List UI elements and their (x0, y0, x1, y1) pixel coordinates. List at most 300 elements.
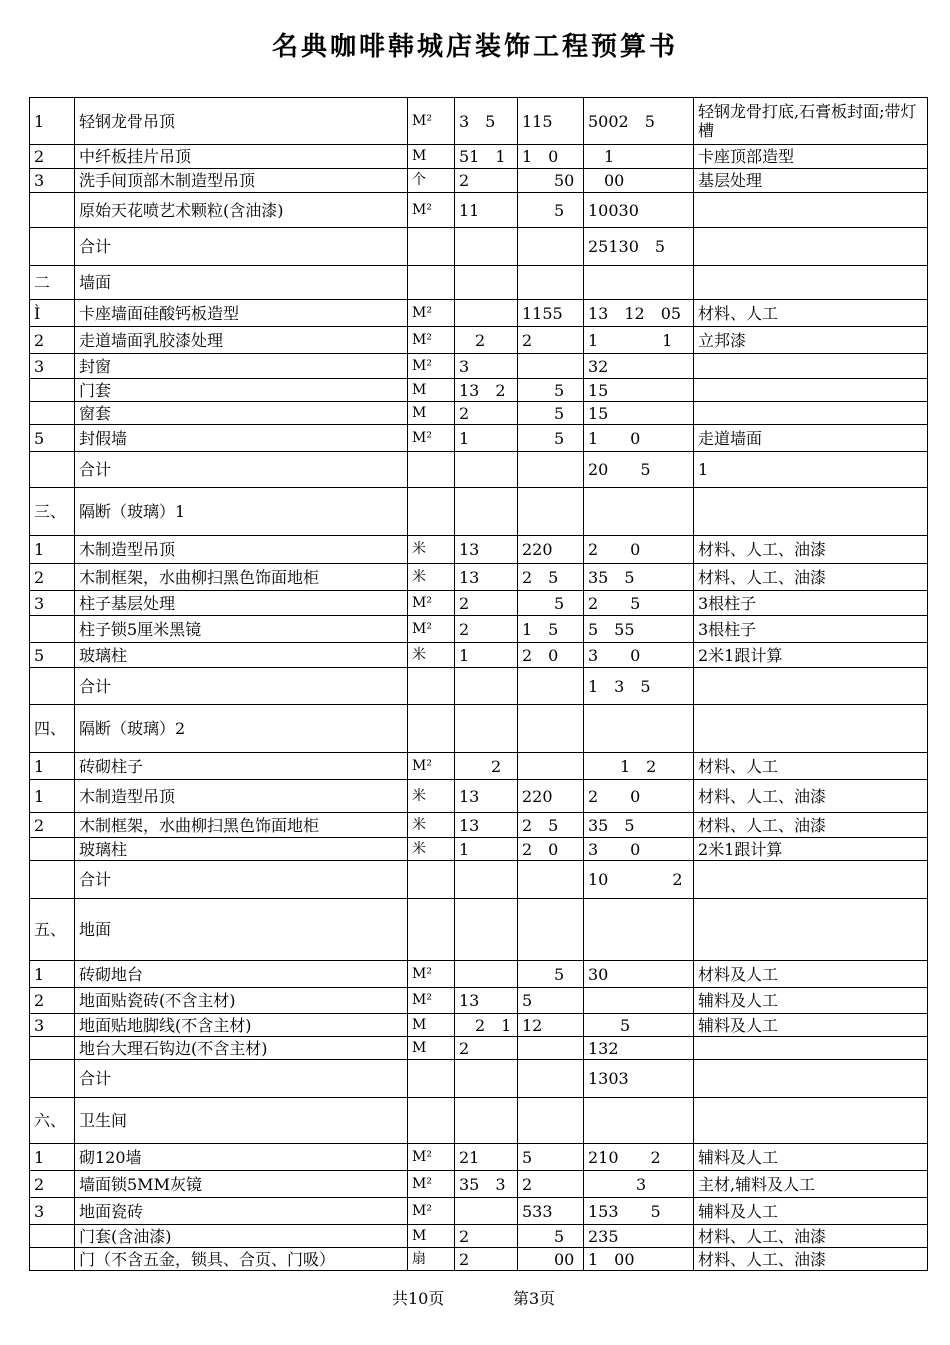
unit-price-cell (518, 266, 584, 300)
table-row (30, 861, 928, 899)
current-page-label: 第3页 (513, 1289, 556, 1308)
table-row (30, 1198, 928, 1225)
table-row (30, 1248, 928, 1271)
table-row (30, 266, 928, 300)
unit-cell: M² (408, 1144, 455, 1171)
item-name-cell: 中纤板挂片吊顶 (75, 145, 408, 169)
unit-cell: M² (408, 327, 455, 354)
table-row (30, 668, 928, 705)
note-cell (694, 1098, 928, 1144)
note-cell: 材料、人工、油漆 (694, 1248, 928, 1271)
table-row (30, 564, 928, 591)
table-row (30, 193, 928, 228)
amount-cell: 35 5 (584, 564, 694, 591)
quantity-cell: 2 (455, 591, 518, 616)
unit-price-cell: 5 (518, 402, 584, 425)
note-cell: 3根柱子 (694, 591, 928, 616)
unit-price-cell: 5 (518, 988, 584, 1014)
table-row (30, 228, 928, 266)
row-number-cell: 3 (30, 591, 75, 616)
quantity-cell: 2 1 (455, 1014, 518, 1037)
amount-cell: 3 (584, 1171, 694, 1198)
quantity-cell: 2 (455, 616, 518, 643)
quantity-cell (455, 899, 518, 961)
item-name-cell: 合计 (75, 228, 408, 266)
unit-price-cell (518, 861, 584, 899)
unit-price-cell: 1 5 (518, 616, 584, 643)
amount-cell: 15 (584, 379, 694, 402)
item-name-cell: 墙面锁5MM灰镜 (75, 1171, 408, 1198)
quantity-cell (455, 1060, 518, 1098)
unit-cell (408, 452, 455, 488)
table-row (30, 145, 928, 169)
item-name-cell: 合计 (75, 452, 408, 488)
amount-cell: 13 12 05 (584, 300, 694, 327)
unit-price-cell: 12 (518, 1014, 584, 1037)
row-number-cell (30, 668, 75, 705)
item-name-cell: 地面贴瓷砖(不含主材) (75, 988, 408, 1014)
amount-cell: 10 2 (584, 861, 694, 899)
quantity-cell: 2 (455, 169, 518, 193)
row-number-cell: 2 (30, 988, 75, 1014)
unit-cell (408, 228, 455, 266)
amount-cell: 1 1 (584, 327, 694, 354)
unit-price-cell: 5 (518, 961, 584, 988)
item-name-cell: 封假墙 (75, 425, 408, 452)
item-name-cell: 木制造型吊顶 (75, 536, 408, 564)
unit-cell: 米 (408, 643, 455, 668)
row-number-cell: Ì (30, 300, 75, 327)
table-row (30, 1171, 928, 1198)
table-row (30, 1014, 928, 1037)
note-cell (694, 266, 928, 300)
row-number-cell (30, 1248, 75, 1271)
item-name-cell: 墙面 (75, 266, 408, 300)
unit-cell (408, 668, 455, 705)
note-cell: 1 (694, 452, 928, 488)
amount-cell: 00 (584, 169, 694, 193)
row-number-cell: 1 (30, 98, 75, 145)
amount-cell: 210 2 (584, 1144, 694, 1171)
unit-cell: M² (408, 988, 455, 1014)
unit-price-cell (518, 488, 584, 536)
unit-price-cell: 5 (518, 591, 584, 616)
table-row (30, 813, 928, 838)
quantity-cell: 13 (455, 988, 518, 1014)
unit-cell: M² (408, 1198, 455, 1225)
table-row (30, 1060, 928, 1098)
unit-cell: M² (408, 98, 455, 145)
quantity-cell (455, 300, 518, 327)
row-number-cell: 5 (30, 425, 75, 452)
note-cell: 材料、人工 (694, 753, 928, 780)
unit-price-cell: 220 (518, 536, 584, 564)
row-number-cell: 2 (30, 327, 75, 354)
quantity-cell (455, 1098, 518, 1144)
note-cell (694, 861, 928, 899)
quantity-cell: 1 (455, 838, 518, 861)
item-name-cell: 地面贴地脚线(不含主材) (75, 1014, 408, 1037)
amount-cell: 10030 (584, 193, 694, 228)
item-name-cell: 木制框架，水曲柳扫黑色饰面地柜 (75, 813, 408, 838)
unit-price-cell: 1 0 (518, 145, 584, 169)
note-cell (694, 705, 928, 753)
item-name-cell: 玻璃柱 (75, 838, 408, 861)
quantity-cell: 2 (455, 1248, 518, 1271)
budget-table-body (30, 98, 928, 1271)
table-row (30, 300, 928, 327)
quantity-cell: 51 1 (455, 145, 518, 169)
item-name-cell: 卫生间 (75, 1098, 408, 1144)
row-number-cell: 五、 (30, 899, 75, 961)
note-cell: 材料、人工、油漆 (694, 780, 928, 813)
unit-cell (408, 488, 455, 536)
amount-cell (584, 1098, 694, 1144)
note-cell: 2米1跟计算 (694, 838, 928, 861)
unit-cell: M (408, 402, 455, 425)
note-cell: 辅料及人工 (694, 988, 928, 1014)
unit-cell: 米 (408, 838, 455, 861)
quantity-cell (455, 961, 518, 988)
amount-cell (584, 705, 694, 753)
table-row (30, 327, 928, 354)
unit-price-cell: 50 (518, 169, 584, 193)
note-cell (694, 193, 928, 228)
quantity-cell (455, 705, 518, 753)
row-number-cell (30, 452, 75, 488)
unit-cell (408, 705, 455, 753)
note-cell: 3根柱子 (694, 616, 928, 643)
table-row (30, 838, 928, 861)
quantity-cell: 2 (455, 1225, 518, 1248)
amount-cell: 2 0 (584, 536, 694, 564)
quantity-cell: 2 (455, 753, 518, 780)
unit-cell: M² (408, 1171, 455, 1198)
item-name-cell: 门套 (75, 379, 408, 402)
budget-table (29, 97, 928, 1271)
note-cell (694, 228, 928, 266)
note-cell: 材料、人工、油漆 (694, 564, 928, 591)
row-number-cell (30, 1037, 75, 1060)
row-number-cell: 3 (30, 1014, 75, 1037)
note-cell (694, 488, 928, 536)
note-cell: 立邦漆 (694, 327, 928, 354)
note-cell (694, 899, 928, 961)
unit-price-cell: 2 (518, 1171, 584, 1198)
amount-cell (584, 899, 694, 961)
row-number-cell: 1 (30, 780, 75, 813)
note-cell (694, 1060, 928, 1098)
amount-cell: 15 (584, 402, 694, 425)
table-row (30, 1225, 928, 1248)
item-name-cell: 玻璃柱 (75, 643, 408, 668)
row-number-cell (30, 228, 75, 266)
table-row (30, 98, 928, 145)
unit-cell (408, 1060, 455, 1098)
amount-cell: 1 3 5 (584, 668, 694, 705)
unit-price-cell: 1155 (518, 300, 584, 327)
unit-cell (408, 266, 455, 300)
amount-cell: 2 5 (584, 591, 694, 616)
table-row (30, 536, 928, 564)
unit-price-cell: 00 (518, 1248, 584, 1271)
table-row (30, 753, 928, 780)
quantity-cell: 3 5 (455, 98, 518, 145)
row-number-cell: 3 (30, 354, 75, 379)
note-cell: 轻钢龙骨打底,石膏板封面;带灯槽 (694, 98, 928, 145)
quantity-cell: 13 (455, 780, 518, 813)
item-name-cell: 地面 (75, 899, 408, 961)
unit-price-cell: 115 (518, 98, 584, 145)
table-row (30, 899, 928, 961)
note-cell: 材料、人工、油漆 (694, 1225, 928, 1248)
quantity-cell: 13 (455, 536, 518, 564)
total-pages-label: 共10页 (392, 1289, 445, 1308)
amount-cell (584, 266, 694, 300)
item-name-cell: 砖砌柱子 (75, 753, 408, 780)
unit-cell: M² (408, 961, 455, 988)
quantity-cell (455, 1198, 518, 1225)
unit-price-cell: 5 (518, 379, 584, 402)
unit-cell: 米 (408, 536, 455, 564)
item-name-cell: 门套(含油漆) (75, 1225, 408, 1248)
note-cell: 辅料及人工 (694, 1144, 928, 1171)
table-row (30, 643, 928, 668)
item-name-cell: 卡座墙面硅酸钙板造型 (75, 300, 408, 327)
amount-cell: 20 5 (584, 452, 694, 488)
item-name-cell: 合计 (75, 1060, 408, 1098)
quantity-cell: 21 (455, 1144, 518, 1171)
amount-cell: 25130 5 (584, 228, 694, 266)
amount-cell: 5002 5 (584, 98, 694, 145)
quantity-cell (455, 266, 518, 300)
note-cell: 走道墙面 (694, 425, 928, 452)
amount-cell: 35 5 (584, 813, 694, 838)
item-name-cell: 隔断（玻璃）1 (75, 488, 408, 536)
item-name-cell: 木制造型吊顶 (75, 780, 408, 813)
quantity-cell: 13 (455, 813, 518, 838)
quantity-cell: 11 (455, 193, 518, 228)
item-name-cell: 木制框架，水曲柳扫黑色饰面地柜 (75, 564, 408, 591)
item-name-cell: 原始天花喷艺术颗粒(含油漆) (75, 193, 408, 228)
row-number-cell: 1 (30, 961, 75, 988)
amount-cell: 1 2 (584, 753, 694, 780)
note-cell: 材料、人工、油漆 (694, 813, 928, 838)
amount-cell (584, 488, 694, 536)
note-cell: 基层处理 (694, 169, 928, 193)
unit-cell: M² (408, 616, 455, 643)
table-row (30, 1098, 928, 1144)
table-row (30, 616, 928, 643)
row-number-cell (30, 193, 75, 228)
row-number-cell: 5 (30, 643, 75, 668)
row-number-cell (30, 1060, 75, 1098)
unit-cell: M (408, 1037, 455, 1060)
unit-cell: M² (408, 753, 455, 780)
unit-price-cell: 5 (518, 425, 584, 452)
unit-cell: 扇 (408, 1248, 455, 1271)
amount-cell: 1303 (584, 1060, 694, 1098)
note-cell: 卡座顶部造型 (694, 145, 928, 169)
row-number-cell (30, 616, 75, 643)
unit-cell: M² (408, 354, 455, 379)
item-name-cell: 柱子基层处理 (75, 591, 408, 616)
amount-cell: 1 00 (584, 1248, 694, 1271)
item-name-cell: 封窗 (75, 354, 408, 379)
unit-cell: 个 (408, 169, 455, 193)
item-name-cell: 门（不含五金，锁具、合页、门吸） (75, 1248, 408, 1271)
unit-cell: 米 (408, 564, 455, 591)
unit-price-cell (518, 705, 584, 753)
row-number-cell: 1 (30, 753, 75, 780)
table-row (30, 1037, 928, 1060)
amount-cell: 3 0 (584, 838, 694, 861)
item-name-cell: 砌120墙 (75, 1144, 408, 1171)
unit-price-cell: 5 (518, 1225, 584, 1248)
note-cell: 辅料及人工 (694, 1014, 928, 1037)
unit-price-cell: 2 5 (518, 564, 584, 591)
row-number-cell: 六、 (30, 1098, 75, 1144)
unit-price-cell: 5 (518, 1144, 584, 1171)
note-cell: 2米1跟计算 (694, 643, 928, 668)
unit-cell (408, 899, 455, 961)
unit-price-cell: 2 5 (518, 813, 584, 838)
quantity-cell: 2 (455, 327, 518, 354)
item-name-cell: 窗套 (75, 402, 408, 425)
item-name-cell: 砖砌地台 (75, 961, 408, 988)
unit-price-cell (518, 452, 584, 488)
document-title: 名典咖啡韩城店装饰工程预算书 (271, 32, 678, 62)
row-number-cell: 2 (30, 813, 75, 838)
amount-cell: 1 (584, 145, 694, 169)
unit-price-cell: 2 0 (518, 643, 584, 668)
amount-cell: 1 0 (584, 425, 694, 452)
note-cell: 材料及人工 (694, 961, 928, 988)
table-row (30, 488, 928, 536)
unit-price-cell: 2 (518, 327, 584, 354)
unit-price-cell (518, 753, 584, 780)
row-number-cell: 1 (30, 536, 75, 564)
quantity-cell: 13 2 (455, 379, 518, 402)
unit-price-cell (518, 228, 584, 266)
table-row (30, 402, 928, 425)
item-name-cell: 走道墙面乳胶漆处理 (75, 327, 408, 354)
unit-cell: M² (408, 193, 455, 228)
unit-cell: 米 (408, 813, 455, 838)
row-number-cell: 三、 (30, 488, 75, 536)
item-name-cell: 地台大理石钩边(不含主材) (75, 1037, 408, 1060)
note-cell: 辅料及人工 (694, 1198, 928, 1225)
note-cell: 材料、人工 (694, 300, 928, 327)
unit-price-cell (518, 1098, 584, 1144)
item-name-cell: 柱子锁5厘米黑镜 (75, 616, 408, 643)
item-name-cell: 洗手间顶部木制造型吊顶 (75, 169, 408, 193)
amount-cell: 235 (584, 1225, 694, 1248)
row-number-cell: 3 (30, 169, 75, 193)
amount-cell: 30 (584, 961, 694, 988)
quantity-cell: 3 (455, 354, 518, 379)
table-row (30, 425, 928, 452)
amount-cell: 2 0 (584, 780, 694, 813)
note-cell (694, 1037, 928, 1060)
unit-price-cell (518, 668, 584, 705)
quantity-cell: 35 3 (455, 1171, 518, 1198)
unit-cell (408, 861, 455, 899)
item-name-cell: 轻钢龙骨吊顶 (75, 98, 408, 145)
row-number-cell: 2 (30, 564, 75, 591)
table-row (30, 452, 928, 488)
unit-cell: M (408, 145, 455, 169)
table-row (30, 354, 928, 379)
note-cell (694, 668, 928, 705)
row-number-cell: 3 (30, 1198, 75, 1225)
quantity-cell: 2 (455, 402, 518, 425)
table-row (30, 591, 928, 616)
quantity-cell: 1 (455, 643, 518, 668)
item-name-cell: 隔断（玻璃）2 (75, 705, 408, 753)
row-number-cell: 2 (30, 145, 75, 169)
row-number-cell (30, 838, 75, 861)
unit-cell: M² (408, 300, 455, 327)
row-number-cell (30, 402, 75, 425)
unit-cell: M (408, 1014, 455, 1037)
unit-cell (408, 1098, 455, 1144)
table-row (30, 1144, 928, 1171)
item-name-cell: 合计 (75, 668, 408, 705)
quantity-cell (455, 228, 518, 266)
unit-cell: M (408, 379, 455, 402)
table-row (30, 961, 928, 988)
note-cell: 材料、人工、油漆 (694, 536, 928, 564)
quantity-cell (455, 488, 518, 536)
unit-price-cell: 2 0 (518, 838, 584, 861)
unit-price-cell (518, 354, 584, 379)
row-number-cell (30, 1225, 75, 1248)
note-cell (694, 354, 928, 379)
unit-cell: M² (408, 591, 455, 616)
row-number-cell: 1 (30, 1144, 75, 1171)
item-name-cell: 地面瓷砖 (75, 1198, 408, 1225)
unit-price-cell: 220 (518, 780, 584, 813)
amount-cell: 132 (584, 1037, 694, 1060)
unit-price-cell: 5 (518, 193, 584, 228)
amount-cell: 3 0 (584, 643, 694, 668)
quantity-cell: 13 (455, 564, 518, 591)
quantity-cell (455, 861, 518, 899)
row-number-cell: 二 (30, 266, 75, 300)
unit-cell: M² (408, 425, 455, 452)
note-cell: 主材,辅料及人工 (694, 1171, 928, 1198)
row-number-cell (30, 379, 75, 402)
table-row (30, 169, 928, 193)
table-row (30, 379, 928, 402)
item-name-cell: 合计 (75, 861, 408, 899)
note-cell (694, 402, 928, 425)
table-row (30, 705, 928, 753)
amount-cell: 153 5 (584, 1198, 694, 1225)
row-number-cell: 2 (30, 1171, 75, 1198)
quantity-cell (455, 452, 518, 488)
amount-cell: 5 (584, 1014, 694, 1037)
amount-cell (584, 988, 694, 1014)
quantity-cell (455, 668, 518, 705)
unit-cell: 米 (408, 780, 455, 813)
unit-price-cell: 533 (518, 1198, 584, 1225)
amount-cell: 32 (584, 354, 694, 379)
note-cell (694, 379, 928, 402)
unit-price-cell (518, 1060, 584, 1098)
amount-cell: 5 55 (584, 616, 694, 643)
